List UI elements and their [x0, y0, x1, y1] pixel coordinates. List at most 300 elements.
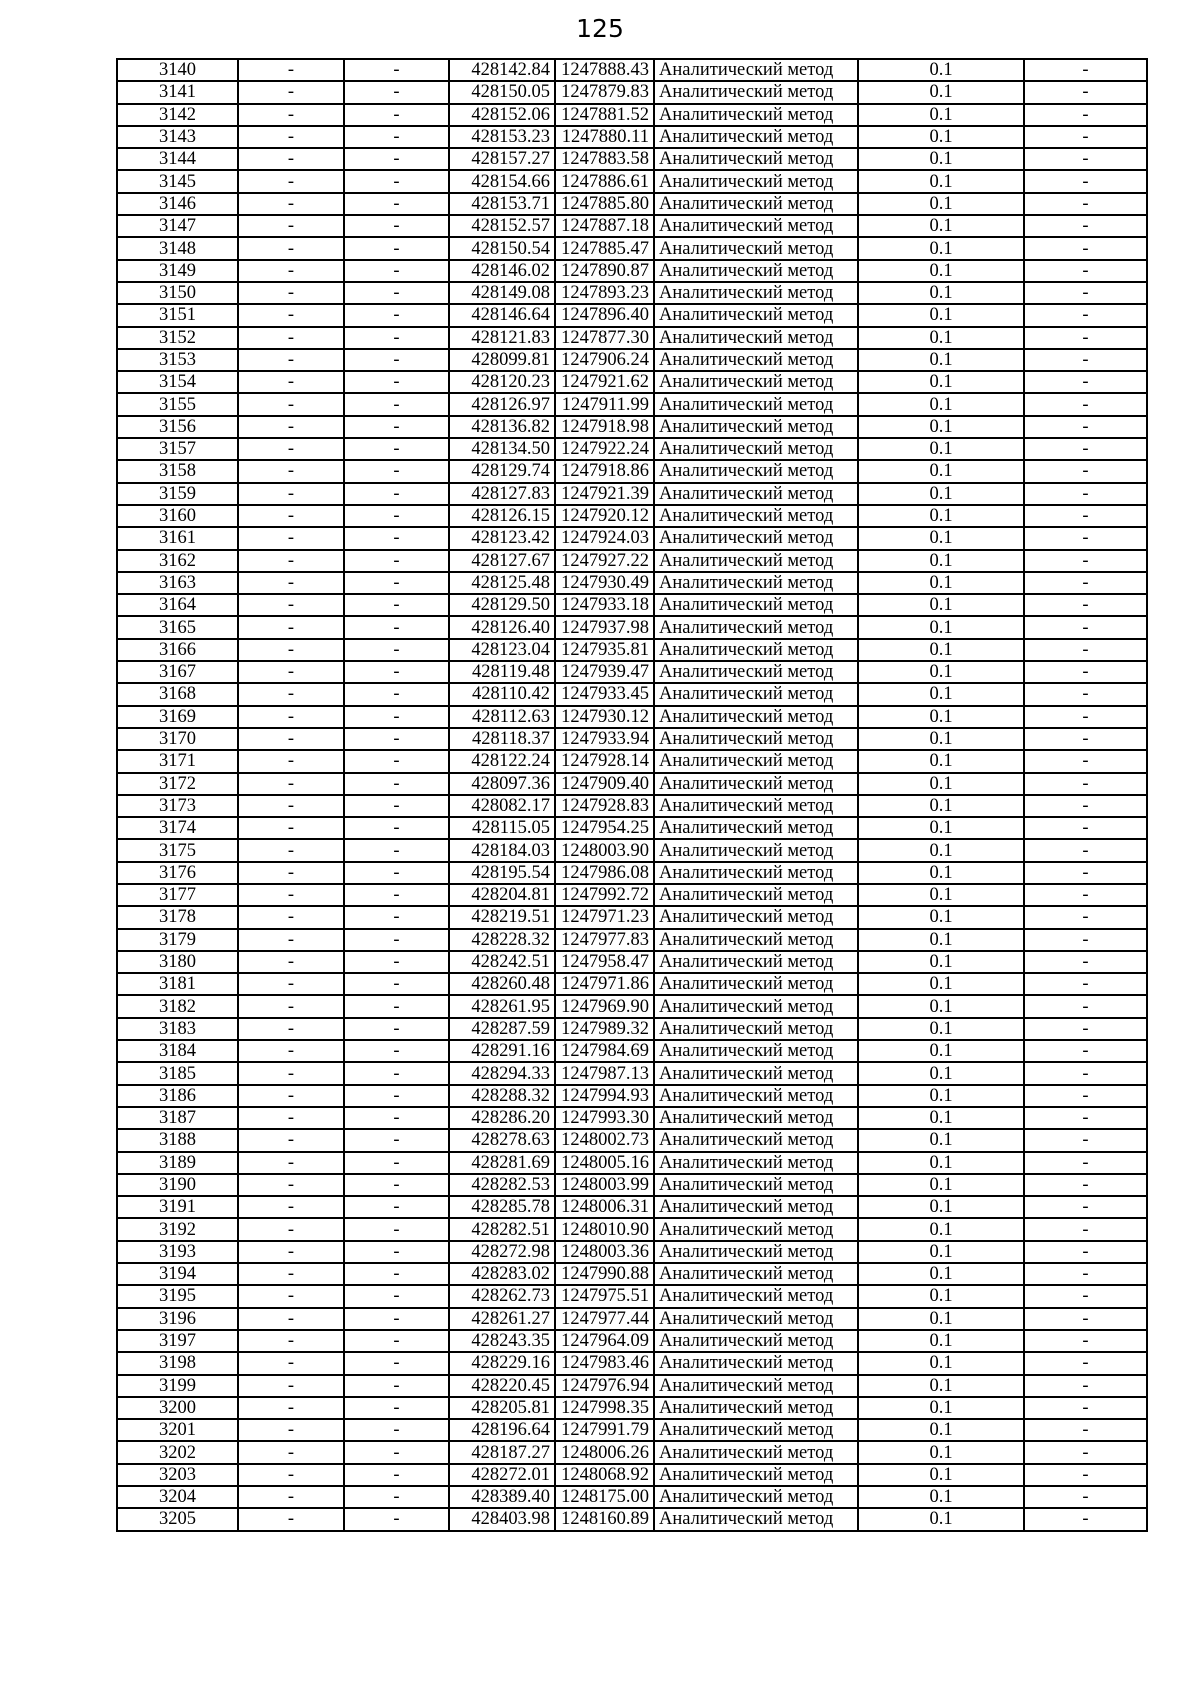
- y-coordinate-cell: 1247921.39: [555, 483, 654, 505]
- y-coordinate-cell: 1248006.26: [555, 1441, 654, 1463]
- x-coordinate-cell: 428149.08: [449, 282, 555, 304]
- accuracy-cell: 0.1: [858, 995, 1024, 1017]
- y-coordinate-cell: 1248002.73: [555, 1129, 654, 1151]
- method-cell: Аналитический метод: [654, 483, 858, 505]
- x-coordinate-cell: 428291.16: [449, 1040, 555, 1062]
- method-cell: Аналитический метод: [654, 572, 858, 594]
- empty-value-cell: -: [344, 237, 449, 259]
- empty-value-cell: -: [238, 1107, 344, 1129]
- empty-value-cell: -: [238, 616, 344, 638]
- note-cell: -: [1024, 1062, 1147, 1084]
- point-number-cell: 3158: [117, 460, 238, 482]
- x-coordinate-cell: 428150.05: [449, 81, 555, 103]
- empty-value-cell: -: [344, 973, 449, 995]
- y-coordinate-cell: 1248160.89: [555, 1508, 654, 1530]
- table-row: [117, 193, 1147, 215]
- empty-value-cell: -: [344, 1218, 449, 1240]
- point-number-cell: 3167: [117, 661, 238, 683]
- method-cell: Аналитический метод: [654, 1330, 858, 1352]
- empty-value-cell: -: [238, 817, 344, 839]
- empty-value-cell: -: [344, 1308, 449, 1330]
- y-coordinate-cell: 1247977.83: [555, 929, 654, 951]
- accuracy-cell: 0.1: [858, 1352, 1024, 1374]
- note-cell: -: [1024, 1241, 1147, 1263]
- x-coordinate-cell: 428119.48: [449, 661, 555, 683]
- y-coordinate-cell: 1248003.90: [555, 839, 654, 861]
- point-number-cell: 3162: [117, 550, 238, 572]
- point-number-cell: 3145: [117, 170, 238, 192]
- table-row: [117, 371, 1147, 393]
- point-number-cell: 3198: [117, 1352, 238, 1374]
- empty-value-cell: -: [344, 416, 449, 438]
- method-cell: Аналитический метод: [654, 1308, 858, 1330]
- point-number-cell: 3163: [117, 572, 238, 594]
- empty-value-cell: -: [238, 550, 344, 572]
- table-row: [117, 126, 1147, 148]
- x-coordinate-cell: 428261.27: [449, 1308, 555, 1330]
- accuracy-cell: 0.1: [858, 661, 1024, 683]
- point-number-cell: 3161: [117, 527, 238, 549]
- note-cell: -: [1024, 1397, 1147, 1419]
- empty-value-cell: -: [238, 282, 344, 304]
- x-coordinate-cell: 428146.02: [449, 260, 555, 282]
- empty-value-cell: -: [344, 527, 449, 549]
- point-number-cell: 3180: [117, 951, 238, 973]
- y-coordinate-cell: 1247885.80: [555, 193, 654, 215]
- table-row: [117, 260, 1147, 282]
- x-coordinate-cell: 428282.51: [449, 1218, 555, 1240]
- note-cell: -: [1024, 237, 1147, 259]
- accuracy-cell: 0.1: [858, 1441, 1024, 1463]
- accuracy-cell: 0.1: [858, 1152, 1024, 1174]
- empty-value-cell: -: [238, 1018, 344, 1040]
- empty-value-cell: -: [344, 1196, 449, 1218]
- empty-value-cell: -: [238, 371, 344, 393]
- method-cell: Аналитический метод: [654, 371, 858, 393]
- empty-value-cell: -: [238, 884, 344, 906]
- accuracy-cell: 0.1: [858, 304, 1024, 326]
- x-coordinate-cell: 428127.83: [449, 483, 555, 505]
- note-cell: -: [1024, 505, 1147, 527]
- x-coordinate-cell: 428118.37: [449, 728, 555, 750]
- method-cell: Аналитический метод: [654, 416, 858, 438]
- table-row: [117, 572, 1147, 594]
- x-coordinate-cell: 428278.63: [449, 1129, 555, 1151]
- point-number-cell: 3187: [117, 1107, 238, 1129]
- method-cell: Аналитический метод: [654, 104, 858, 126]
- note-cell: -: [1024, 527, 1147, 549]
- empty-value-cell: -: [238, 460, 344, 482]
- y-coordinate-cell: 1247911.99: [555, 393, 654, 415]
- empty-value-cell: -: [344, 393, 449, 415]
- y-coordinate-cell: 1247989.32: [555, 1018, 654, 1040]
- method-cell: Аналитический метод: [654, 1397, 858, 1419]
- accuracy-cell: 0.1: [858, 973, 1024, 995]
- empty-value-cell: -: [238, 706, 344, 728]
- empty-value-cell: -: [238, 1241, 344, 1263]
- accuracy-cell: 0.1: [858, 505, 1024, 527]
- accuracy-cell: 0.1: [858, 81, 1024, 103]
- empty-value-cell: -: [238, 973, 344, 995]
- point-number-cell: 3202: [117, 1441, 238, 1463]
- empty-value-cell: -: [238, 795, 344, 817]
- x-coordinate-cell: 428287.59: [449, 1018, 555, 1040]
- table-row: [117, 527, 1147, 549]
- x-coordinate-cell: 428121.83: [449, 327, 555, 349]
- note-cell: -: [1024, 438, 1147, 460]
- x-coordinate-cell: 428286.20: [449, 1107, 555, 1129]
- accuracy-cell: 0.1: [858, 906, 1024, 928]
- y-coordinate-cell: 1247987.13: [555, 1062, 654, 1084]
- method-cell: Аналитический метод: [654, 594, 858, 616]
- table-row: [117, 594, 1147, 616]
- method-cell: Аналитический метод: [654, 1218, 858, 1240]
- table-row: [117, 416, 1147, 438]
- point-number-cell: 3203: [117, 1464, 238, 1486]
- accuracy-cell: 0.1: [858, 795, 1024, 817]
- x-coordinate-cell: 428184.03: [449, 839, 555, 861]
- method-cell: Аналитический метод: [654, 126, 858, 148]
- x-coordinate-cell: 428126.15: [449, 505, 555, 527]
- accuracy-cell: 0.1: [858, 594, 1024, 616]
- x-coordinate-cell: 428389.40: [449, 1486, 555, 1508]
- x-coordinate-cell: 428262.73: [449, 1285, 555, 1307]
- table-row: [117, 215, 1147, 237]
- empty-value-cell: -: [238, 1152, 344, 1174]
- y-coordinate-cell: 1247971.23: [555, 906, 654, 928]
- x-coordinate-cell: 428142.84: [449, 59, 555, 81]
- y-coordinate-cell: 1247998.35: [555, 1397, 654, 1419]
- accuracy-cell: 0.1: [858, 1218, 1024, 1240]
- empty-value-cell: -: [344, 304, 449, 326]
- accuracy-cell: 0.1: [858, 1419, 1024, 1441]
- y-coordinate-cell: 1247890.87: [555, 260, 654, 282]
- method-cell: Аналитический метод: [654, 773, 858, 795]
- method-cell: Аналитический метод: [654, 1018, 858, 1040]
- table-row: [117, 1308, 1147, 1330]
- table-row: [117, 639, 1147, 661]
- table-row: [117, 1129, 1147, 1151]
- y-coordinate-cell: 1247896.40: [555, 304, 654, 326]
- note-cell: -: [1024, 683, 1147, 705]
- point-number-cell: 3193: [117, 1241, 238, 1263]
- point-number-cell: 3166: [117, 639, 238, 661]
- point-number-cell: 3157: [117, 438, 238, 460]
- method-cell: Аналитический метод: [654, 304, 858, 326]
- table-row: [117, 1040, 1147, 1062]
- empty-value-cell: -: [344, 1018, 449, 1040]
- accuracy-cell: 0.1: [858, 1241, 1024, 1263]
- empty-value-cell: -: [238, 304, 344, 326]
- accuracy-cell: 0.1: [858, 550, 1024, 572]
- empty-value-cell: -: [344, 1330, 449, 1352]
- x-coordinate-cell: 428288.32: [449, 1085, 555, 1107]
- point-number-cell: 3184: [117, 1040, 238, 1062]
- point-number-cell: 3192: [117, 1218, 238, 1240]
- table-row: [117, 817, 1147, 839]
- table-row: [117, 862, 1147, 884]
- empty-value-cell: -: [344, 1508, 449, 1530]
- y-coordinate-cell: 1247939.47: [555, 661, 654, 683]
- table-row: [117, 170, 1147, 192]
- method-cell: Аналитический метод: [654, 148, 858, 170]
- point-number-cell: 3182: [117, 995, 238, 1017]
- y-coordinate-cell: 1248005.16: [555, 1152, 654, 1174]
- method-cell: Аналитический метод: [654, 1508, 858, 1530]
- empty-value-cell: -: [344, 260, 449, 282]
- point-number-cell: 3197: [117, 1330, 238, 1352]
- accuracy-cell: 0.1: [858, 1464, 1024, 1486]
- note-cell: -: [1024, 839, 1147, 861]
- empty-value-cell: -: [238, 1464, 344, 1486]
- table-row: [117, 995, 1147, 1017]
- method-cell: Аналитический метод: [654, 81, 858, 103]
- y-coordinate-cell: 1247984.69: [555, 1040, 654, 1062]
- x-coordinate-cell: 428082.17: [449, 795, 555, 817]
- method-cell: Аналитический метод: [654, 505, 858, 527]
- table-row: [117, 505, 1147, 527]
- point-number-cell: 3140: [117, 59, 238, 81]
- empty-value-cell: -: [344, 327, 449, 349]
- accuracy-cell: 0.1: [858, 1508, 1024, 1530]
- y-coordinate-cell: 1248010.90: [555, 1218, 654, 1240]
- method-cell: Аналитический метод: [654, 1486, 858, 1508]
- y-coordinate-cell: 1247887.18: [555, 215, 654, 237]
- empty-value-cell: -: [344, 483, 449, 505]
- method-cell: Аналитический метод: [654, 728, 858, 750]
- note-cell: -: [1024, 1018, 1147, 1040]
- x-coordinate-cell: 428205.81: [449, 1397, 555, 1419]
- table-row: [117, 438, 1147, 460]
- point-number-cell: 3151: [117, 304, 238, 326]
- accuracy-cell: 0.1: [858, 1040, 1024, 1062]
- empty-value-cell: -: [344, 661, 449, 683]
- table-row: [117, 349, 1147, 371]
- accuracy-cell: 0.1: [858, 460, 1024, 482]
- y-coordinate-cell: 1247983.46: [555, 1352, 654, 1374]
- accuracy-cell: 0.1: [858, 839, 1024, 861]
- point-number-cell: 3194: [117, 1263, 238, 1285]
- empty-value-cell: -: [344, 1263, 449, 1285]
- empty-value-cell: -: [238, 260, 344, 282]
- empty-value-cell: -: [344, 282, 449, 304]
- table-row: [117, 839, 1147, 861]
- empty-value-cell: -: [344, 550, 449, 572]
- accuracy-cell: 0.1: [858, 1129, 1024, 1151]
- table-row: [117, 483, 1147, 505]
- method-cell: Аналитический метод: [654, 1441, 858, 1463]
- method-cell: Аналитический метод: [654, 639, 858, 661]
- note-cell: -: [1024, 393, 1147, 415]
- point-number-cell: 3155: [117, 393, 238, 415]
- point-number-cell: 3175: [117, 839, 238, 861]
- accuracy-cell: 0.1: [858, 884, 1024, 906]
- table-row: [117, 973, 1147, 995]
- x-coordinate-cell: 428243.35: [449, 1330, 555, 1352]
- method-cell: Аналитический метод: [654, 1285, 858, 1307]
- method-cell: Аналитический метод: [654, 683, 858, 705]
- x-coordinate-cell: 428110.42: [449, 683, 555, 705]
- point-number-cell: 3149: [117, 260, 238, 282]
- empty-value-cell: -: [344, 460, 449, 482]
- method-cell: Аналитический метод: [654, 929, 858, 951]
- method-cell: Аналитический метод: [654, 1352, 858, 1374]
- table-row: [117, 1375, 1147, 1397]
- note-cell: -: [1024, 1464, 1147, 1486]
- y-coordinate-cell: 1247883.58: [555, 148, 654, 170]
- table-row: [117, 282, 1147, 304]
- table-row: [117, 460, 1147, 482]
- point-number-cell: 3183: [117, 1018, 238, 1040]
- empty-value-cell: -: [344, 773, 449, 795]
- empty-value-cell: -: [238, 1330, 344, 1352]
- x-coordinate-cell: 428283.02: [449, 1263, 555, 1285]
- table-row: [117, 1107, 1147, 1129]
- table-row: [117, 1464, 1147, 1486]
- accuracy-cell: 0.1: [858, 170, 1024, 192]
- accuracy-cell: 0.1: [858, 639, 1024, 661]
- accuracy-cell: 0.1: [858, 349, 1024, 371]
- empty-value-cell: -: [238, 1263, 344, 1285]
- note-cell: -: [1024, 817, 1147, 839]
- accuracy-cell: 0.1: [858, 1308, 1024, 1330]
- point-number-cell: 3201: [117, 1419, 238, 1441]
- y-coordinate-cell: 1247994.93: [555, 1085, 654, 1107]
- x-coordinate-cell: 428219.51: [449, 906, 555, 928]
- x-coordinate-cell: 428126.40: [449, 616, 555, 638]
- accuracy-cell: 0.1: [858, 1285, 1024, 1307]
- empty-value-cell: -: [238, 1375, 344, 1397]
- y-coordinate-cell: 1247921.62: [555, 371, 654, 393]
- method-cell: Аналитический метод: [654, 1375, 858, 1397]
- note-cell: -: [1024, 1107, 1147, 1129]
- y-coordinate-cell: 1247975.51: [555, 1285, 654, 1307]
- coordinates-table: [116, 58, 1148, 1532]
- accuracy-cell: 0.1: [858, 59, 1024, 81]
- empty-value-cell: -: [238, 1174, 344, 1196]
- note-cell: -: [1024, 282, 1147, 304]
- point-number-cell: 3147: [117, 215, 238, 237]
- empty-value-cell: -: [344, 59, 449, 81]
- point-number-cell: 3165: [117, 616, 238, 638]
- empty-value-cell: -: [238, 1196, 344, 1218]
- y-coordinate-cell: 1247928.83: [555, 795, 654, 817]
- empty-value-cell: -: [344, 817, 449, 839]
- point-number-cell: 3146: [117, 193, 238, 215]
- empty-value-cell: -: [344, 1419, 449, 1441]
- note-cell: -: [1024, 1040, 1147, 1062]
- table-row: [117, 327, 1147, 349]
- method-cell: Аналитический метод: [654, 237, 858, 259]
- empty-value-cell: -: [344, 706, 449, 728]
- accuracy-cell: 0.1: [858, 616, 1024, 638]
- empty-value-cell: -: [344, 1464, 449, 1486]
- empty-value-cell: -: [344, 929, 449, 951]
- empty-value-cell: -: [344, 594, 449, 616]
- y-coordinate-cell: 1247909.40: [555, 773, 654, 795]
- accuracy-cell: 0.1: [858, 193, 1024, 215]
- empty-value-cell: -: [238, 929, 344, 951]
- method-cell: Аналитический метод: [654, 1129, 858, 1151]
- empty-value-cell: -: [238, 1352, 344, 1374]
- note-cell: -: [1024, 951, 1147, 973]
- accuracy-cell: 0.1: [858, 393, 1024, 415]
- table-row: [117, 104, 1147, 126]
- note-cell: -: [1024, 616, 1147, 638]
- empty-value-cell: -: [344, 1375, 449, 1397]
- method-cell: Аналитический метод: [654, 527, 858, 549]
- table-row: [117, 1285, 1147, 1307]
- method-cell: Аналитический метод: [654, 817, 858, 839]
- x-coordinate-cell: 428152.06: [449, 104, 555, 126]
- x-coordinate-cell: 428122.24: [449, 750, 555, 772]
- accuracy-cell: 0.1: [858, 1486, 1024, 1508]
- empty-value-cell: -: [238, 81, 344, 103]
- x-coordinate-cell: 428242.51: [449, 951, 555, 973]
- empty-value-cell: -: [344, 1107, 449, 1129]
- empty-value-cell: -: [344, 1152, 449, 1174]
- note-cell: -: [1024, 1152, 1147, 1174]
- empty-value-cell: -: [344, 1241, 449, 1263]
- accuracy-cell: 0.1: [858, 1018, 1024, 1040]
- note-cell: -: [1024, 706, 1147, 728]
- empty-value-cell: -: [344, 683, 449, 705]
- method-cell: Аналитический метод: [654, 327, 858, 349]
- method-cell: Аналитический метод: [654, 973, 858, 995]
- accuracy-cell: 0.1: [858, 260, 1024, 282]
- y-coordinate-cell: 1247886.61: [555, 170, 654, 192]
- point-number-cell: 3181: [117, 973, 238, 995]
- empty-value-cell: -: [344, 839, 449, 861]
- method-cell: Аналитический метод: [654, 460, 858, 482]
- x-coordinate-cell: 428261.95: [449, 995, 555, 1017]
- empty-value-cell: -: [344, 1040, 449, 1062]
- empty-value-cell: -: [238, 1308, 344, 1330]
- method-cell: Аналитический метод: [654, 906, 858, 928]
- table-row: [117, 304, 1147, 326]
- empty-value-cell: -: [344, 616, 449, 638]
- empty-value-cell: -: [344, 995, 449, 1017]
- y-coordinate-cell: 1247885.47: [555, 237, 654, 259]
- note-cell: -: [1024, 550, 1147, 572]
- accuracy-cell: 0.1: [858, 148, 1024, 170]
- method-cell: Аналитический метод: [654, 1152, 858, 1174]
- y-coordinate-cell: 1248175.00: [555, 1486, 654, 1508]
- note-cell: -: [1024, 1196, 1147, 1218]
- y-coordinate-cell: 1247954.25: [555, 817, 654, 839]
- empty-value-cell: -: [344, 170, 449, 192]
- point-number-cell: 3191: [117, 1196, 238, 1218]
- table-row: [117, 1330, 1147, 1352]
- point-number-cell: 3141: [117, 81, 238, 103]
- method-cell: Аналитический метод: [654, 839, 858, 861]
- y-coordinate-cell: 1247991.79: [555, 1419, 654, 1441]
- accuracy-cell: 0.1: [858, 1263, 1024, 1285]
- note-cell: -: [1024, 170, 1147, 192]
- point-number-cell: 3164: [117, 594, 238, 616]
- table-row: [117, 906, 1147, 928]
- note-cell: -: [1024, 906, 1147, 928]
- empty-value-cell: -: [238, 483, 344, 505]
- x-coordinate-cell: 428154.66: [449, 170, 555, 192]
- empty-value-cell: -: [344, 1441, 449, 1463]
- empty-value-cell: -: [238, 215, 344, 237]
- table-row: [117, 1018, 1147, 1040]
- empty-value-cell: -: [238, 148, 344, 170]
- x-coordinate-cell: 428260.48: [449, 973, 555, 995]
- empty-value-cell: -: [238, 773, 344, 795]
- accuracy-cell: 0.1: [858, 215, 1024, 237]
